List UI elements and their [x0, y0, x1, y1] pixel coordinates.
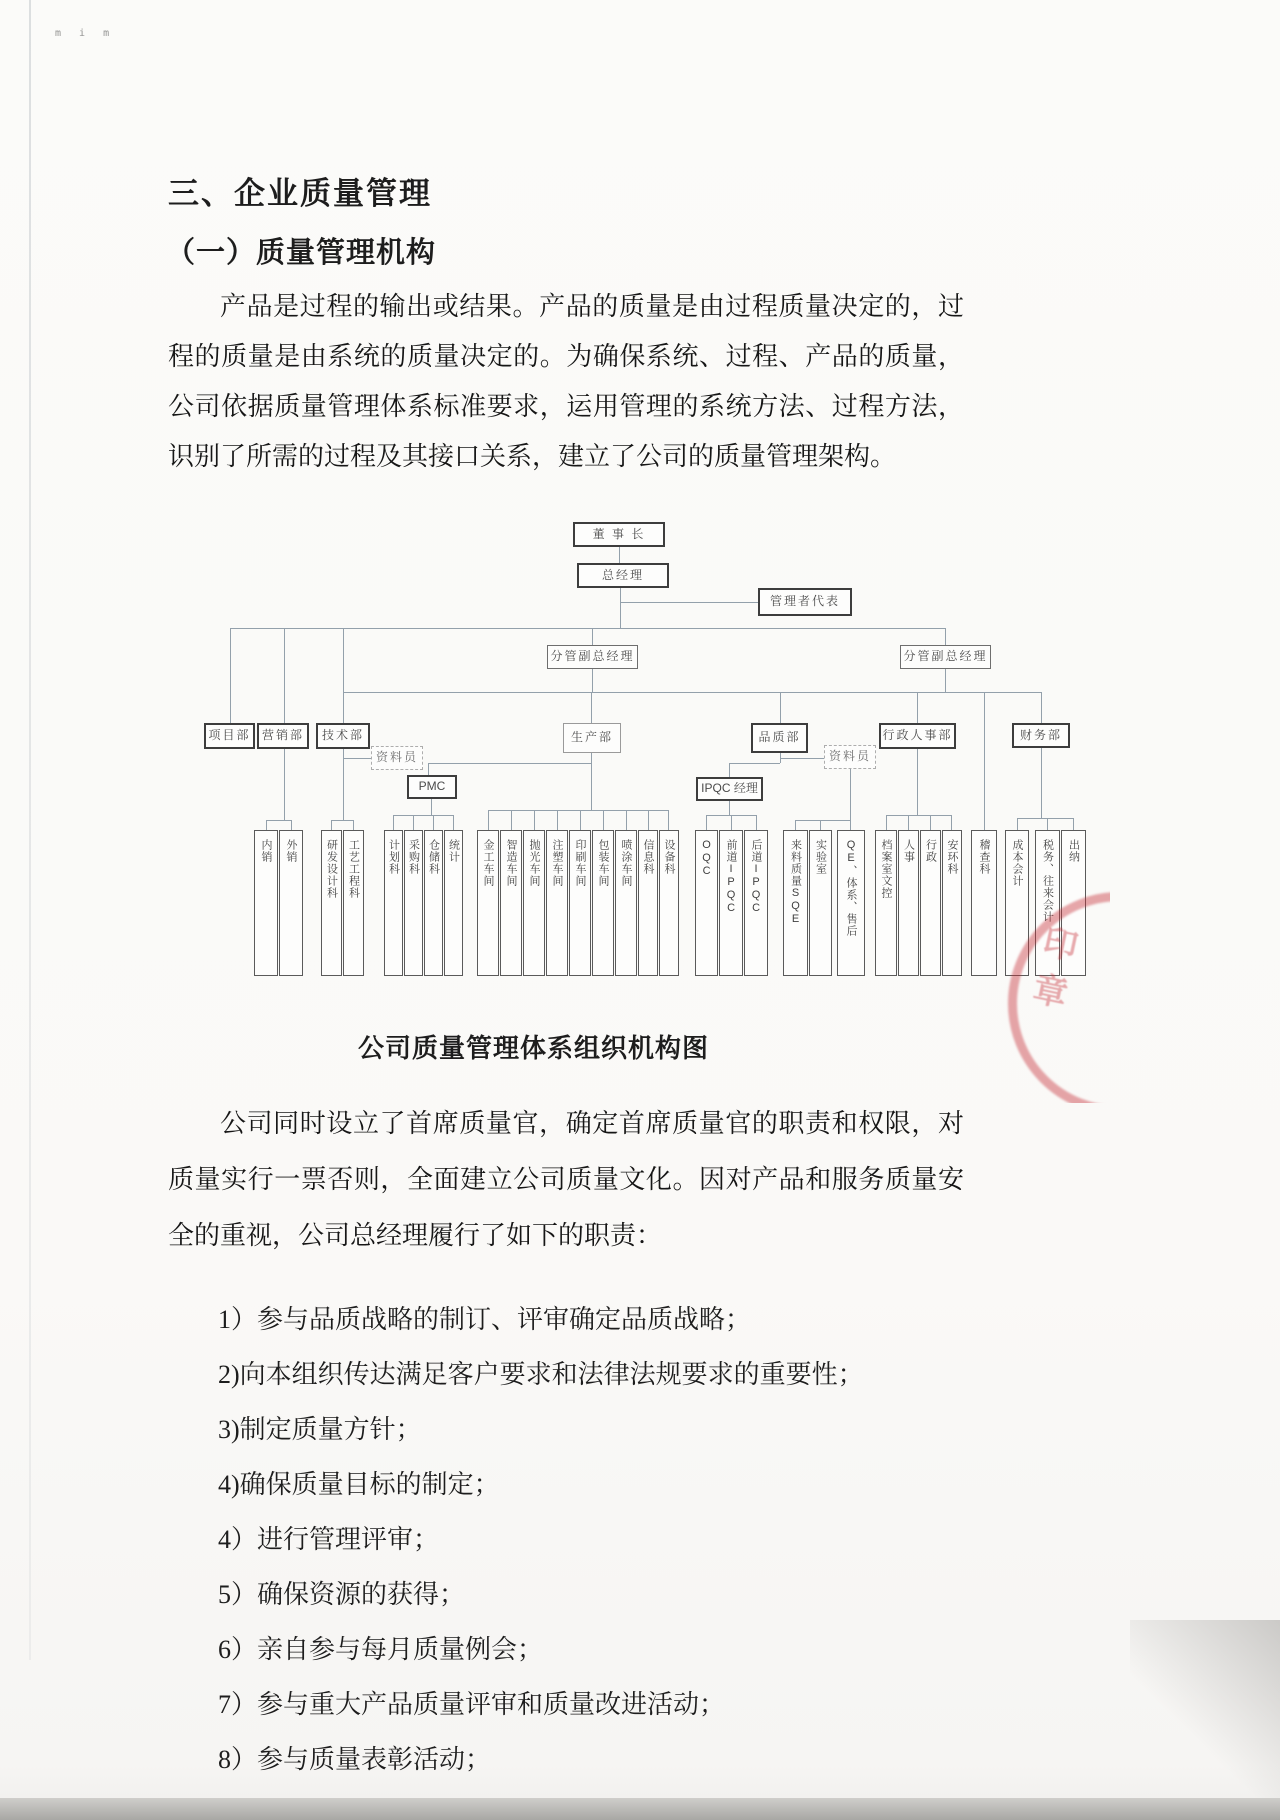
org-node-safety-env: 安环科 — [942, 830, 962, 976]
duty-list-item: 7）参与重大产品质量评审和质量改进活动； — [218, 1690, 726, 1719]
connector-line — [945, 669, 946, 692]
org-node-export-sales: 外销 — [279, 830, 303, 976]
duty-list — [218, 1292, 978, 1787]
connector-line — [591, 692, 592, 723]
org-node-warehouse: 仓储科 — [424, 830, 443, 976]
org-node-hr-admin-dept: 行政人事部 — [879, 723, 956, 749]
connector-line — [580, 810, 581, 830]
red-seal-glyphs: 印 章 — [1029, 924, 1081, 1015]
connector-line — [230, 628, 231, 723]
org-node-domestic-sales: 内销 — [254, 830, 278, 976]
org-node-hr: 人事 — [898, 830, 919, 976]
connector-line — [488, 810, 489, 830]
org-node-production-dept: 生产部 — [563, 723, 621, 753]
org-node-cost-accounting: 成本会计 — [1005, 830, 1029, 976]
org-node-printing-shop: 印刷车间 — [569, 830, 591, 976]
connector-line — [428, 763, 429, 775]
connector-line — [780, 758, 824, 759]
scan-corner-shadow — [1130, 1620, 1280, 1810]
org-node-equipment-section: 设备科 — [659, 830, 679, 976]
org-node-sales-dept: 营销部 — [257, 723, 309, 749]
connector-line — [951, 815, 952, 830]
connector-line — [620, 602, 758, 603]
duty-list-item: 6）亲自参与每月质量例会； — [218, 1635, 544, 1664]
connector-line — [592, 669, 593, 692]
connector-line — [850, 769, 851, 820]
connector-line — [1017, 818, 1074, 819]
connector-line — [534, 810, 535, 830]
connector-line — [1017, 818, 1018, 830]
connector-line — [393, 815, 454, 816]
connector-line — [886, 815, 887, 830]
org-node-qe-system: QE、体系、售后 — [837, 830, 865, 976]
org-node-process-eng: 工艺工程科 — [343, 830, 364, 976]
body-paragraph: 公司同时设立了首席质量官，确定首席质量官的职责和权限，对质量实行一票否则，全面建立公司质量文化。因对产品和服务质量安全的重视，公司总经理履行了如下的职责： — [168, 1109, 964, 1250]
connector-line — [1041, 692, 1042, 723]
duty-list-item: 3)制定质量方针； — [218, 1415, 422, 1444]
connector-line — [343, 628, 344, 723]
org-node-oqc: OQC — [695, 830, 718, 976]
connector-line — [820, 820, 821, 830]
duty-list-item: 1）参与品质战略的制订、评审确定品质战略； — [218, 1305, 752, 1334]
duty-list-item: 2)向本组织传达满足客户要求和法律法规要求的重要性； — [218, 1360, 864, 1389]
scan-mark: m — [103, 28, 110, 39]
connector-line — [591, 753, 592, 810]
connector-line — [557, 810, 558, 830]
org-node-planning: 计划科 — [384, 830, 403, 976]
org-node-polishing-shop: 抛光车间 — [523, 830, 545, 976]
org-node-zhizao-shop: 智造车间 — [500, 830, 522, 976]
connector-line — [266, 820, 292, 821]
connector-line — [1073, 818, 1074, 830]
connector-line — [620, 588, 621, 628]
connector-line — [343, 692, 1041, 693]
org-node-pmc: PMC — [407, 775, 457, 799]
connector-line — [795, 820, 796, 830]
connector-line — [668, 810, 669, 830]
org-node-archives: 档案室文控 — [875, 830, 897, 976]
connector-line — [433, 815, 434, 830]
org-node-front-ipqc: 前道IPQC — [719, 830, 743, 976]
scan-mark: m — [55, 28, 62, 39]
org-node-metalwork-shop: 金工车间 — [477, 830, 499, 976]
connector-line — [343, 749, 344, 820]
connector-line — [731, 815, 732, 830]
org-node-spraying-shop: 喷涂车间 — [615, 830, 637, 976]
org-node-audit: 稽查科 — [971, 830, 997, 976]
connector-line — [917, 692, 918, 723]
org-node-finance-dept: 财务部 — [1012, 723, 1070, 748]
connector-line — [886, 815, 952, 816]
connector-line — [619, 547, 620, 563]
subsection-heading: （一）质量管理机构 — [166, 237, 437, 269]
org-node-packaging-shop: 包装车间 — [592, 830, 614, 976]
connector-line — [945, 628, 946, 645]
org-node-ipqc-manager: IPQC 经理 — [696, 777, 763, 801]
connector-line — [393, 815, 394, 830]
org-node-lab: 实验室 — [809, 830, 832, 976]
org-node-tax-accounting: 税务、往来会计 — [1035, 830, 1060, 976]
duty-list-item: 8）参与质量表彰活动； — [218, 1745, 492, 1774]
org-node-info-section: 信息科 — [638, 830, 658, 976]
duty-list-item: 4)确保质量目标的制定； — [218, 1470, 500, 1499]
connector-line — [917, 749, 918, 815]
scan-mark: i — [79, 28, 86, 39]
connector-line — [284, 628, 285, 723]
connector-line — [850, 820, 851, 830]
org-node-chairman: 董 事 长 — [573, 522, 665, 547]
org-node-cashier: 出纳 — [1061, 830, 1086, 976]
duty-list-item: 5）确保资源的获得； — [218, 1580, 466, 1609]
duty-list-item: 4）进行管理评审； — [218, 1525, 440, 1554]
connector-line — [331, 820, 354, 821]
connector-line — [511, 810, 512, 830]
connector-line — [353, 820, 354, 830]
org-node-injection-shop: 注塑车间 — [546, 830, 568, 976]
connector-line — [428, 763, 591, 764]
connector-line — [291, 820, 292, 830]
connector-line — [908, 815, 909, 830]
connector-line — [626, 810, 627, 830]
org-node-general-manager: 总经理 — [577, 563, 669, 588]
connector-line — [284, 749, 285, 820]
connector-line — [266, 820, 267, 830]
connector-line — [413, 815, 414, 830]
chart-caption: 公司质量管理体系组织机构图 — [358, 1034, 710, 1063]
org-node-purchasing: 采购科 — [404, 830, 423, 976]
org-node-rd-design: 研发设计科 — [321, 830, 342, 976]
connector-line — [453, 815, 454, 830]
connector-line — [488, 810, 669, 811]
connector-line — [331, 820, 332, 830]
connector-line — [729, 801, 730, 815]
connector-line — [780, 692, 781, 723]
connector-line — [795, 820, 851, 821]
org-node-quality-dept: 品质部 — [751, 723, 808, 753]
connector-line — [1047, 818, 1048, 830]
connector-line — [930, 815, 931, 830]
connector-line — [729, 763, 730, 777]
connector-line — [729, 763, 780, 764]
connector-line — [1041, 748, 1042, 818]
org-node-doc-clerk-left: 资料员 — [371, 746, 423, 770]
connector-line — [984, 692, 985, 830]
scan-bottom-edge — [0, 1798, 1280, 1820]
connector-line — [230, 628, 946, 629]
connector-line — [343, 758, 372, 759]
connector-line — [648, 810, 649, 830]
connector-line — [756, 815, 757, 830]
intro-paragraph: 产品是过程的输出或结果。产品的质量是由过程质量决定的，过程的质量是由系统的质量决定的。为确保系统、过程、产品的质量，公司依据质量管理体系标准要求，运用管理的系统方法、过程方法，识别了所需的过程及其接口关系，建立了公司的质量管理架构。 — [168, 292, 964, 471]
section-heading: 三、企业质量管理 — [168, 176, 432, 211]
org-node-doc-clerk-right: 资料员 — [824, 745, 876, 769]
connector-line — [431, 799, 432, 815]
org-node-statistics: 统计 — [444, 830, 463, 976]
connector-line — [603, 810, 604, 830]
connector-line — [592, 628, 593, 645]
org-node-project-dept: 项目部 — [204, 723, 255, 749]
org-node-rear-ipqc: 后道IPQC — [744, 830, 768, 976]
org-node-deputy-gm-right: 分管副总经理 — [900, 645, 991, 669]
org-node-tech-dept: 技术部 — [316, 723, 370, 749]
org-node-deputy-gm-left: 分管副总经理 — [547, 645, 638, 669]
org-node-admin: 行政 — [920, 830, 941, 976]
org-node-iqc-sqe: 来料质量SQE — [783, 830, 808, 976]
connector-line — [706, 815, 707, 830]
org-node-management-rep: 管理者代表 — [758, 588, 852, 616]
